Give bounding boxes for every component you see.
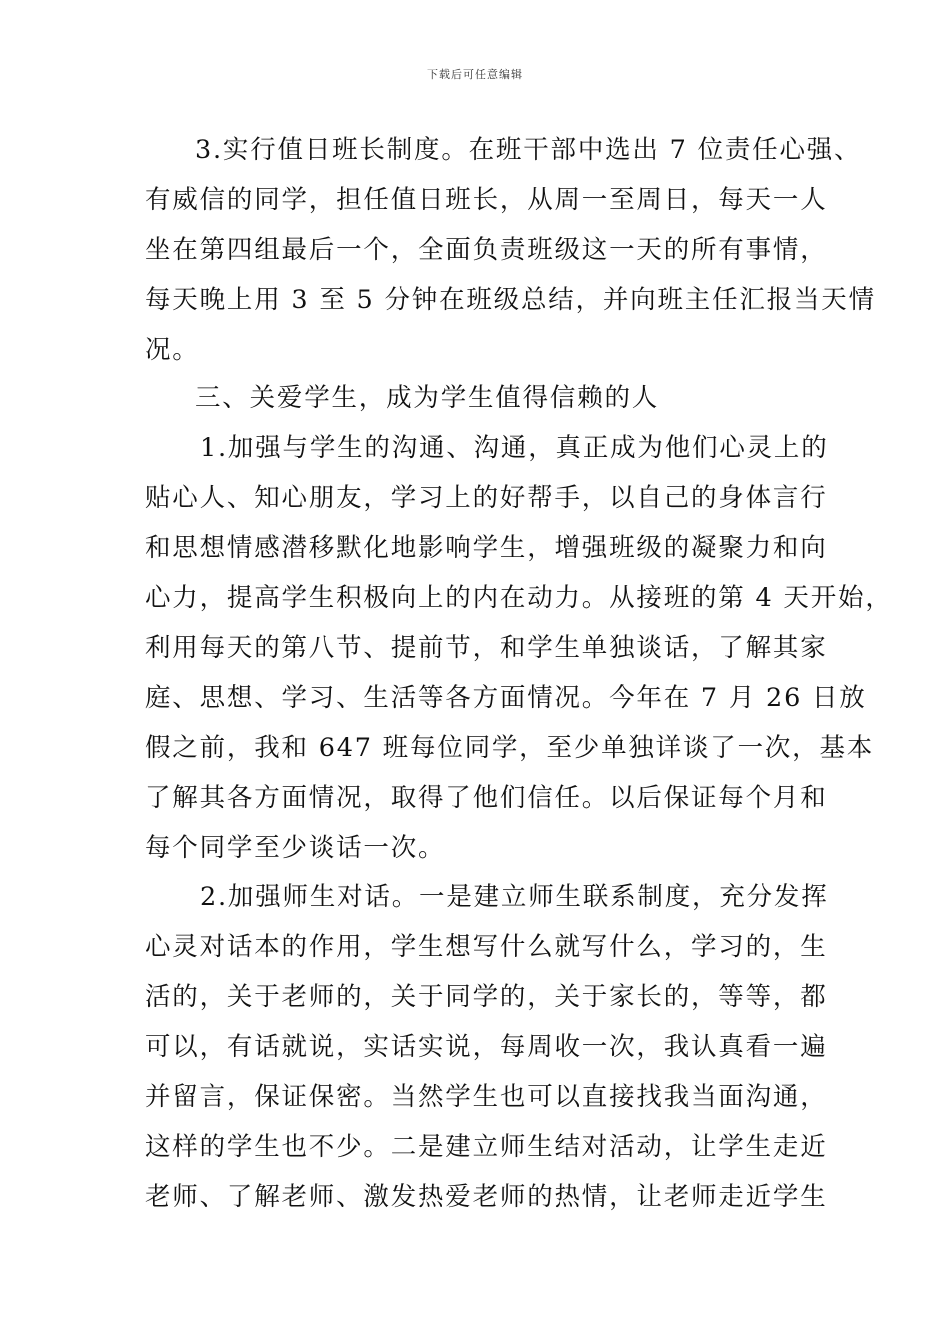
paragraph-line: 并留言，保证保密。当然学生也可以直接找我当面沟通， — [145, 1082, 828, 1112]
paragraph-line: 每个同学至少谈话一次。 — [145, 833, 446, 863]
paragraph-line: 假之前，我和 647 班每位同学，至少单独详谈了一次，基本 — [145, 733, 875, 763]
paragraph-line: 1.加强与学生的沟通、沟通，真正成为他们心灵上的 — [200, 433, 829, 463]
paragraph-line: 可以，有话就说，实话实说，每周收一次，我认真看一遍 — [145, 1032, 828, 1062]
paragraph-line: 心灵对话本的作用，学生想写什么就写什么，学习的，生 — [145, 932, 828, 962]
paragraph-line: 3.实行值日班长制度。在班干部中选出 7 位责任心强、 — [195, 135, 862, 165]
paragraph-line: 有威信的同学，担任值日班长，从周一至周日，每天一人 — [145, 185, 828, 215]
paragraph-line: 2.加强师生对话。一是建立师生联系制度，充分发挥 — [200, 882, 829, 912]
paragraph-line: 活的，关于老师的，关于同学的，关于家长的，等等，都 — [145, 982, 828, 1012]
paragraph-line: 和思想情感潜移默化地影响学生，增强班级的凝聚力和向 — [145, 533, 828, 563]
paragraph-line: 这样的学生也不少。二是建立师生结对活动，让学生走近 — [145, 1132, 828, 1162]
paragraph-line: 心力，提高学生积极向上的内在动力。从接班的第 4 天开始， — [145, 583, 893, 613]
paragraph-line: 坐在第四组最后一个，全面负责班级这一天的所有事情， — [145, 235, 828, 265]
paragraph-line: 贴心人、知心朋友，学习上的好帮手，以自己的身体言行 — [145, 483, 828, 513]
paragraph-line: 庭、思想、学习、生活等各方面情况。今年在 7 月 26 日放 — [145, 683, 867, 713]
paragraph-line: 了解其各方面情况，取得了他们信任。以后保证每个月和 — [145, 783, 828, 813]
paragraph-line: 利用每天的第八节、提前节，和学生单独谈话，了解其家 — [145, 633, 828, 663]
paragraph-line: 每天晚上用 3 至 5 分钟在班级总结，并向班主任汇报当天情 — [145, 285, 876, 315]
paragraph-line: 况。 — [145, 335, 200, 365]
header-note: 下载后可任意编辑 — [427, 68, 523, 81]
paragraph-line: 老师、了解老师、激发热爱老师的热情，让老师走近学生 — [145, 1182, 828, 1212]
section-heading: 三、关爱学生，成为学生值得信赖的人 — [195, 383, 660, 413]
